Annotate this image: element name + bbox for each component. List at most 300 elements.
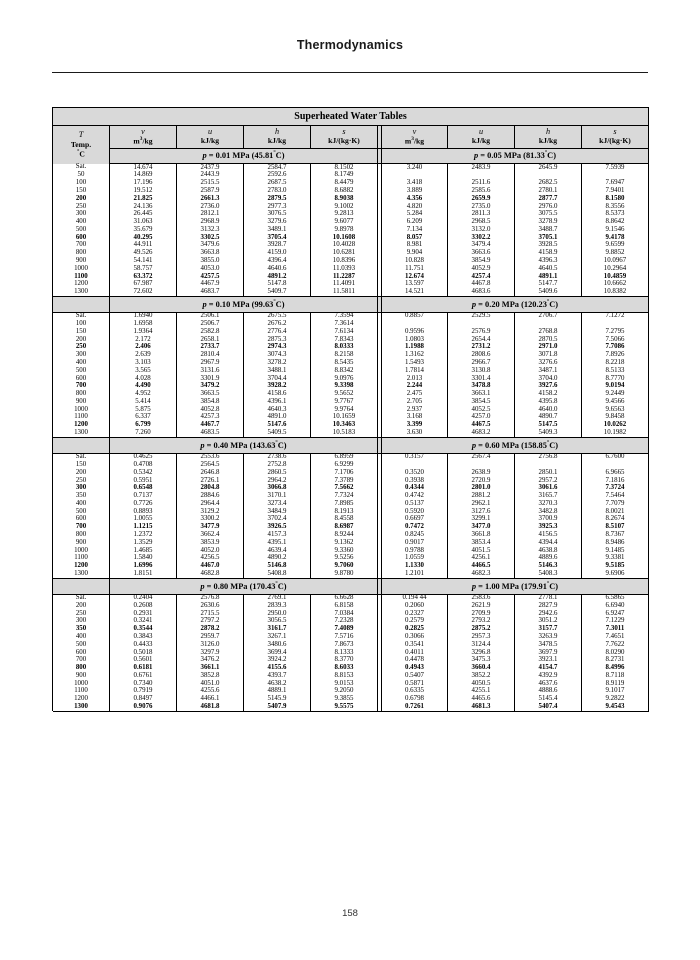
cell-right-u: 2583.6 <box>448 594 515 602</box>
cell-left-h: 3928.7 <box>244 242 311 250</box>
cell-left-u: 4256.5 <box>177 555 244 563</box>
cell-right-u: 4052.9 <box>448 265 515 273</box>
cell-left-s: 10.1608 <box>311 234 378 242</box>
cell-left-v: 1.6940 <box>110 312 177 320</box>
cell-right-v: 0.4478 <box>382 657 448 665</box>
cell-right-h: 2756.8 <box>515 453 582 461</box>
cell-left-h: 3480.6 <box>244 641 311 649</box>
cell-right-s: 7.1816 <box>582 477 649 485</box>
cell-left-h: 3074.3 <box>244 352 311 360</box>
cell-left-v: 2.639 <box>110 352 177 360</box>
cell-right-s: 8.7367 <box>582 532 649 540</box>
temp-spacer-2 <box>53 438 110 453</box>
cell-left-h: 4889.1 <box>244 688 311 696</box>
cell-left-v: 6.337 <box>110 414 177 422</box>
cell-left-s: 10.4028 <box>311 242 378 250</box>
cell-left-h: 3484.9 <box>244 508 311 516</box>
cell-left-h: 2860.5 <box>244 469 311 477</box>
cell-left-h: 3273.4 <box>244 500 311 508</box>
cell-right-s: 9.6599 <box>582 242 649 250</box>
cell-left-u: 3302.5 <box>177 234 244 242</box>
cell-left-v: 0.3544 <box>110 626 177 634</box>
cell-right-v: 0.2327 <box>382 610 448 618</box>
cell-right-h: 3157.7 <box>515 626 582 634</box>
cell-left-v: 7.260 <box>110 430 177 438</box>
cell-left-h: 2752.8 <box>244 462 311 470</box>
cell-right-h: 4154.7 <box>515 665 582 673</box>
cell-temperature: 900 <box>53 398 110 406</box>
cell-right-h: 2870.5 <box>515 336 582 344</box>
cell-left-s: 7.3614 <box>311 321 378 329</box>
cell-right-u: 3124.4 <box>448 641 515 649</box>
cell-right-s: 9.3381 <box>582 555 649 563</box>
cell-left-s: 10.1659 <box>311 414 378 422</box>
cell-right-s: 6.5865 <box>582 594 649 602</box>
cell-left-v: 49.526 <box>110 250 177 258</box>
pressure-banner-right-0: p = 0.05 MPa (81.33°C) <box>382 148 649 163</box>
cell-right-v: 1.3162 <box>382 352 448 360</box>
cell-left-u: 3132.3 <box>177 226 244 234</box>
cell-right-s: 10.2964 <box>582 265 649 273</box>
cell-left-s: 8.9038 <box>311 195 378 203</box>
cell-right-v: 0.7261 <box>382 704 448 712</box>
cell-right-h: 3928.5 <box>515 242 582 250</box>
cell-right-u: 3296.8 <box>448 649 515 657</box>
cell-temperature: 100 <box>53 180 110 188</box>
cell-right-v: 14.521 <box>382 289 448 297</box>
cell-left-h: 3076.5 <box>244 211 311 219</box>
cell-temperature: 900 <box>53 672 110 680</box>
cell-right-v: 1.7814 <box>382 367 448 375</box>
table-row <box>53 430 649 438</box>
cell-right-u: 3478.8 <box>448 383 515 391</box>
cell-left-s: 7.7324 <box>311 493 378 501</box>
cell-left-u: 2437.9 <box>177 164 244 172</box>
cell-left-h: 5147.8 <box>244 281 311 289</box>
cell-right-h: 5409.3 <box>515 430 582 438</box>
cell-right-s: 9.2449 <box>582 391 649 399</box>
cell-right-h: 4640.0 <box>515 406 582 414</box>
cell-left-h: 2738.6 <box>244 453 311 461</box>
cell-left-u: 2726.1 <box>177 477 244 485</box>
cell-left-s: 8.2158 <box>311 352 378 360</box>
cell-right-u: 2881.2 <box>448 493 515 501</box>
cell-right-u: 4465.6 <box>448 696 515 704</box>
cell-left-h: 3279.6 <box>244 219 311 227</box>
cell-right-u: 3854.9 <box>448 258 515 266</box>
cell-left-v: 35.679 <box>110 226 177 234</box>
cell-left-u: 2733.7 <box>177 344 244 352</box>
cell-right-u: 3854.5 <box>448 398 515 406</box>
cell-left-s: 11.2287 <box>311 273 378 281</box>
cell-temperature: 150 <box>53 188 110 196</box>
cell-right-u: 2659.9 <box>448 195 515 203</box>
cell-left-s: 8.1333 <box>311 649 378 657</box>
table-row <box>53 469 649 477</box>
cell-right-v: 1.1988 <box>382 344 448 352</box>
cell-right-u: 4256.1 <box>448 555 515 563</box>
cell-right-h: 3488.7 <box>515 226 582 234</box>
cell-right-s: 9.5185 <box>582 563 649 571</box>
cell-right-u: 2654.4 <box>448 336 515 344</box>
cell-left-h: 2676.2 <box>244 321 311 329</box>
cell-temperature: 250 <box>53 203 110 211</box>
cell-right-u: 2638.9 <box>448 469 515 477</box>
cell-left-h: 4640.3 <box>244 406 311 414</box>
cell-left-h: 4890.2 <box>244 555 311 563</box>
cell-right-u: 3299.1 <box>448 516 515 524</box>
cell-left-u: 3301.9 <box>177 375 244 383</box>
cell-temperature: 600 <box>53 234 110 242</box>
cell-right-v: 3.168 <box>382 414 448 422</box>
cell-right-s: 10.6662 <box>582 281 649 289</box>
cell-temperature: 1000 <box>53 265 110 273</box>
cell-left-v: 0.8497 <box>110 696 177 704</box>
cell-right-s: 8.2674 <box>582 516 649 524</box>
cell-left-u: 3479.2 <box>177 383 244 391</box>
cell-right-v: 8.981 <box>382 242 448 250</box>
cell-right-u: 3663.1 <box>448 391 515 399</box>
cell-right-v: 1.1330 <box>382 563 448 571</box>
cell-right-h: 2645.9 <box>515 164 582 172</box>
cell-right-u: 2875.2 <box>448 626 515 634</box>
cell-temperature: Sat. <box>53 594 110 602</box>
cell-temperature: 500 <box>53 508 110 516</box>
cell-left-h: 2675.5 <box>244 312 311 320</box>
cell-right-v: 0.2060 <box>382 602 448 610</box>
cell-right-h: 4394.4 <box>515 539 582 547</box>
cell-left-v: 0.6761 <box>110 672 177 680</box>
cell-right-v: 0.3938 <box>382 477 448 485</box>
cell-left-s: 9.1362 <box>311 539 378 547</box>
cell-left-u: 4257.5 <box>177 273 244 281</box>
steam-table <box>52 107 649 712</box>
cell-right-v: 13.597 <box>382 281 448 289</box>
cell-right-h: 3927.6 <box>515 383 582 391</box>
cell-right-h: 3478.5 <box>515 641 582 649</box>
cell-right-u: 3302.2 <box>448 234 515 242</box>
cell-left-u: 2506.7 <box>177 321 244 329</box>
pressure-banner-left-0: p = 0.01 MPa (45.81°C) <box>110 148 378 163</box>
cell-temperature: 300 <box>53 211 110 219</box>
cell-right-h: 5407.4 <box>515 704 582 712</box>
cell-left-u: 2959.7 <box>177 634 244 642</box>
cell-right-u: 4467.5 <box>448 422 515 430</box>
cell-left-s: 8.6882 <box>311 188 378 196</box>
cell-right-v: 0.4344 <box>382 485 448 493</box>
steam-table-body <box>53 108 649 712</box>
cell-left-h: 4639.4 <box>244 547 311 555</box>
table-row <box>53 367 649 375</box>
cell-left-h: 3267.1 <box>244 634 311 642</box>
cell-right-h: 3061.6 <box>515 485 582 493</box>
table-row <box>53 641 649 649</box>
cell-left-v: 17.196 <box>110 180 177 188</box>
cell-right-s: 8.2218 <box>582 360 649 368</box>
cell-left-v: 1.0055 <box>110 516 177 524</box>
cell-right-u: 2731.2 <box>448 344 515 352</box>
cell-left-s: 9.3398 <box>311 383 378 391</box>
cell-left-s: 8.9244 <box>311 532 378 540</box>
cell-left-s: 7.2328 <box>311 618 378 626</box>
cell-right-h: 2682.5 <box>515 180 582 188</box>
cell-right-u: 2511.6 <box>448 180 515 188</box>
cell-right-u: 4050.5 <box>448 680 515 688</box>
cell-right-s: 10.4859 <box>582 273 649 281</box>
cell-temperature: 700 <box>53 657 110 665</box>
cell-right-h: 3704.0 <box>515 375 582 383</box>
cell-right-s: 8.5373 <box>582 211 649 219</box>
cell-left-s: 9.8780 <box>311 570 378 578</box>
cell-right-s: 9.1485 <box>582 547 649 555</box>
cell-right-v: 0.194 44 <box>382 594 448 602</box>
cell-right-u: 4052.5 <box>448 406 515 414</box>
cell-left-u: 4467.0 <box>177 563 244 571</box>
cell-left-h: 2950.0 <box>244 610 311 618</box>
cell-right-h: 4638.8 <box>515 547 582 555</box>
cell-left-u: 4467.7 <box>177 422 244 430</box>
cell-left-s: 9.5575 <box>311 704 378 712</box>
cell-temperature: 1200 <box>53 563 110 571</box>
cell-left-u: 2884.6 <box>177 493 244 501</box>
cell-right-s: 7.7622 <box>582 641 649 649</box>
cell-left-s: 9.7060 <box>311 563 378 571</box>
page-number: 158 <box>342 908 358 919</box>
cell-right-u: 2720.9 <box>448 477 515 485</box>
cell-temperature: 350 <box>53 493 110 501</box>
cell-right-v: 0.3157 <box>382 453 448 461</box>
cell-right-v: 0.9788 <box>382 547 448 555</box>
cell-temperature: 200 <box>53 336 110 344</box>
cell-right-h: 2942.6 <box>515 610 582 618</box>
cell-right-v: 2.705 <box>382 398 448 406</box>
cell-left-h: 2879.5 <box>244 195 311 203</box>
cell-left-s: 7.8985 <box>311 500 378 508</box>
cell-left-s: 8.1913 <box>311 508 378 516</box>
cell-right-u: 2801.0 <box>448 485 515 493</box>
cell-left-v: 0.5601 <box>110 657 177 665</box>
cell-right-h: 2768.8 <box>515 328 582 336</box>
cell-right-h: 2706.7 <box>515 312 582 320</box>
cell-left-v: 2.172 <box>110 336 177 344</box>
cell-left-u: 4052.0 <box>177 547 244 555</box>
cell-left-h: 2584.7 <box>244 164 311 172</box>
cell-right-v: 3.889 <box>382 188 448 196</box>
cell-left-v: 0.3843 <box>110 634 177 642</box>
cell-temperature: 400 <box>53 219 110 227</box>
cell-left-h: 2592.6 <box>244 172 311 180</box>
cell-left-v: 4.952 <box>110 391 177 399</box>
cell-right-v: 12.674 <box>382 273 448 281</box>
cell-right-s: 9.4566 <box>582 398 649 406</box>
cell-right-h: 5147.7 <box>515 281 582 289</box>
cell-right-u: 4681.3 <box>448 704 515 712</box>
cell-left-h: 2769.1 <box>244 594 311 602</box>
cell-right-u: 4683.6 <box>448 289 515 297</box>
cell-left-h: 5407.9 <box>244 704 311 712</box>
cell-temperature: 900 <box>53 539 110 547</box>
pressure-banner-left-3: p = 0.80 MPa (170.43°C) <box>110 579 378 594</box>
cell-temperature: 700 <box>53 242 110 250</box>
cell-left-u: 3300.2 <box>177 516 244 524</box>
cell-left-s: 8.4558 <box>311 516 378 524</box>
page-running-head <box>52 36 648 54</box>
cell-right-v: 9.904 <box>382 250 448 258</box>
cell-right-v: 0.6697 <box>382 516 448 524</box>
cell-right-s: 8.7770 <box>582 375 649 383</box>
cell-left-h: 4396.4 <box>244 258 311 266</box>
cell-right-s: 8.9119 <box>582 680 649 688</box>
cell-temperature: 250 <box>53 610 110 618</box>
cell-temperature: Sat. <box>53 312 110 320</box>
cell-right-s: 9.4178 <box>582 234 649 242</box>
cell-right-h: 3071.8 <box>515 352 582 360</box>
col-header-v-0: v $m^3/kg$ <box>110 126 177 149</box>
cell-right-v: 0.5407 <box>382 672 448 680</box>
cell-left-u: 2967.9 <box>177 360 244 368</box>
cell-temperature: 1200 <box>53 696 110 704</box>
cell-right-v: 0.4943 <box>382 665 448 673</box>
table-title: Superheated Water Tables <box>53 108 649 126</box>
cell-left-u: 2968.9 <box>177 219 244 227</box>
cell-temperature: 100 <box>53 321 110 329</box>
cell-right-s: 9.0194 <box>582 383 649 391</box>
cell-temperature: 250 <box>53 477 110 485</box>
cell-left-h: 3056.5 <box>244 618 311 626</box>
cell-right-h: 4396.3 <box>515 258 582 266</box>
cell-right-v: 1.5493 <box>382 360 448 368</box>
cell-left-s: 7.3594 <box>311 312 378 320</box>
cell-temperature: 300 <box>53 618 110 626</box>
cell-right-h: 2778.1 <box>515 594 582 602</box>
cell-right-u: 3663.6 <box>448 250 515 258</box>
cell-left-v: 72.602 <box>110 289 177 297</box>
cell-left-u: 3854.8 <box>177 398 244 406</box>
cell-right-v: 2.475 <box>382 391 448 399</box>
cell-right-u: 2567.4 <box>448 453 515 461</box>
cell-left-h: 4157.3 <box>244 532 311 540</box>
cell-left-u: 3663.8 <box>177 250 244 258</box>
cell-left-u: 3477.9 <box>177 524 244 532</box>
cell-left-u: 2797.2 <box>177 618 244 626</box>
cell-left-u: 3297.9 <box>177 649 244 657</box>
cell-left-u: 3126.0 <box>177 641 244 649</box>
cell-left-h: 2783.0 <box>244 188 311 196</box>
cell-right-h: 2957.2 <box>515 477 582 485</box>
cell-left-u: 4257.3 <box>177 414 244 422</box>
cell-left-v: 1.5840 <box>110 555 177 563</box>
cell-left-s: 9.3360 <box>311 547 378 555</box>
cell-temperature: 1000 <box>53 406 110 414</box>
cell-left-u: 4051.0 <box>177 680 244 688</box>
cell-left-v: 0.6548 <box>110 485 177 493</box>
cell-left-h: 2974.3 <box>244 344 311 352</box>
cell-temperature: 1000 <box>53 547 110 555</box>
col-header-u-0: u kJ/kg <box>177 126 244 149</box>
cell-right-h: 4891.1 <box>515 273 582 281</box>
cell-left-h: 4638.2 <box>244 680 311 688</box>
cell-temperature: 700 <box>53 383 110 391</box>
cell-left-s: 9.9764 <box>311 406 378 414</box>
cell-left-s: 8.8153 <box>311 672 378 680</box>
cell-right-u: 2957.3 <box>448 634 515 642</box>
cell-left-u: 3129.2 <box>177 508 244 516</box>
cell-right-h: 2971.0 <box>515 344 582 352</box>
cell-left-s: 6.8959 <box>311 453 378 461</box>
cell-right-u: 2793.2 <box>448 618 515 626</box>
cell-left-h: 3278.2 <box>244 360 311 368</box>
cell-left-h: 4891.2 <box>244 273 311 281</box>
cell-right-u: 4255.1 <box>448 688 515 696</box>
cell-left-u: 4683.7 <box>177 289 244 297</box>
cell-left-u: 4681.8 <box>177 704 244 712</box>
cell-right-s: 8.1580 <box>582 195 649 203</box>
cell-temperature: 600 <box>53 516 110 524</box>
cell-left-u: 3853.9 <box>177 539 244 547</box>
cell-left-s: 6.6628 <box>311 594 378 602</box>
cell-right-v: 0.9596 <box>382 328 448 336</box>
cell-left-h: 4395.1 <box>244 539 311 547</box>
cell-right-s: 6.6940 <box>582 602 649 610</box>
cell-left-v: 1.9364 <box>110 328 177 336</box>
cell-left-u: 2804.8 <box>177 485 244 493</box>
col-header-h-1: h kJ/kg <box>515 126 582 149</box>
cell-right-h: 4888.6 <box>515 688 582 696</box>
cell-left-h: 3704.4 <box>244 375 311 383</box>
cell-left-v: 0.2608 <box>110 602 177 610</box>
cell-right-s: 9.8458 <box>582 414 649 422</box>
cell-left-h: 2839.3 <box>244 602 311 610</box>
cell-left-v: 1.6996 <box>110 563 177 571</box>
cell-right-s: 7.7086 <box>582 344 649 352</box>
cell-right-h: 3278.9 <box>515 219 582 227</box>
cell-left-u: 2878.2 <box>177 626 244 634</box>
cell-temperature: 1300 <box>53 570 110 578</box>
cell-left-v: 1.2372 <box>110 532 177 540</box>
col-header-v-1: v $m^3/kg$ <box>382 126 448 149</box>
cell-temperature: 1300 <box>53 704 110 712</box>
cell-left-h: 2964.2 <box>244 477 311 485</box>
cell-right-v: 0.4742 <box>382 493 448 501</box>
cell-right-s: 9.8852 <box>582 250 649 258</box>
cell-right-u: 2962.1 <box>448 500 515 508</box>
cell-left-v: 0.6181 <box>110 665 177 673</box>
cell-left-s: 9.2050 <box>311 688 378 696</box>
cell-right-u: 2621.9 <box>448 602 515 610</box>
cell-temperature: 1100 <box>53 688 110 696</box>
cell-left-s: 9.0153 <box>311 680 378 688</box>
table-row <box>53 289 649 297</box>
cell-right-s: 10.0967 <box>582 258 649 266</box>
cell-right-h: 4158.9 <box>515 250 582 258</box>
cell-right-h: 3697.9 <box>515 649 582 657</box>
col-header-s-1: s kJ/(kg·K) <box>582 126 649 149</box>
cell-right-v: 0.5871 <box>382 680 448 688</box>
cell-left-s: 8.0333 <box>311 344 378 352</box>
cell-right-s: 8.2731 <box>582 657 649 665</box>
cell-left-u: 2443.9 <box>177 172 244 180</box>
cell-left-u: 3131.6 <box>177 367 244 375</box>
cell-right-u: 3130.8 <box>448 367 515 375</box>
cell-left-h: 3488.1 <box>244 367 311 375</box>
cell-temperature: 300 <box>53 485 110 493</box>
cell-temperature: 500 <box>53 367 110 375</box>
pressure-banner-left-1: p = 0.10 MPa (99.63°C) <box>110 297 378 312</box>
cell-right-v: 1.0803 <box>382 336 448 344</box>
cell-right-v: 1.0559 <box>382 555 448 563</box>
cell-left-u: 2715.5 <box>177 610 244 618</box>
cell-right-h: 3276.6 <box>515 360 582 368</box>
